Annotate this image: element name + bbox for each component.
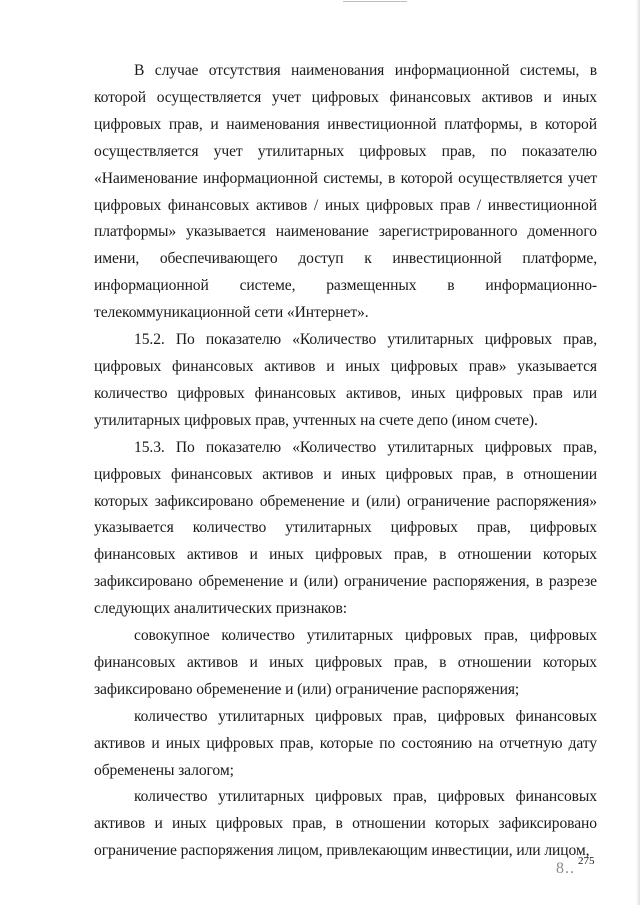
top-rule [343, 1, 407, 2]
paragraph-total-quantity: совокупное количество утилитарных цифровых прав, цифровых финансовых активов и иных цифровых прав, в отношении которых зафиксировано обременение и (или) ограничение распоряжения; [94, 627, 597, 698]
scan-edge-shadow [636, 0, 640, 905]
page-number: 275 [578, 855, 595, 867]
paragraph-15-3: 15.3. По показателю «Количество утилитарных цифровых прав, цифровых финансовых активов и иных цифровых прав, в отношении которых зафиксировано обременение и (или) ограничение распоряжения» указывается количество утилитарных цифровых прав, цифровых финансовых активов и иных цифровых прав, в отношении которых зафиксировано обременение и (или) ограничение распоряжения, в разрезе следующих аналитических признаков: [94, 438, 597, 618]
paragraph-restricted-quantity: количество утилитарных цифровых прав, цифровых финансовых активов и иных цифровых прав, в отношении которых зафиксировано ограничение распоряжения лицом, привлекающим инвестиции, или лицом, [94, 788, 597, 860]
faded-stamp-mark: 8.. [556, 860, 575, 877]
document-body [94, 58, 597, 865]
paragraph-15-2: 15.2. По показателю «Количество утилитарных цифровых прав, цифровых финансовых активов и иных цифровых прав» указывается количество цифровых финансовых активов, иных цифровых прав или утилитарных цифровых прав, учтенных на счете депо (ином счете). [94, 331, 597, 429]
paragraph-missing-system-name: В случае отсутствия наименования информационной системы, в которой осуществляется учет цифровых финансовых активов и иных цифровых прав, и наименования инвестиционной платформы, в которой осуществляется учет утилитарных цифровых прав, по показателю «Наименование информационной системы, в которой осуществляется учет цифровых финансовых активов / иных цифровых прав / инвестиционной платформы» указывается наименование зарегистрированного доменного имени, обеспечивающего доступ к инвестиционной платформе, информационной системе, размещенных в информационно-телекоммуникационной сети «Интернет». [94, 62, 597, 322]
paragraph-pledged-quantity: количество утилитарных цифровых прав, цифровых финансовых активов и иных цифровых прав, которые по состоянию на отчетную дату обременены залогом; [94, 707, 597, 779]
